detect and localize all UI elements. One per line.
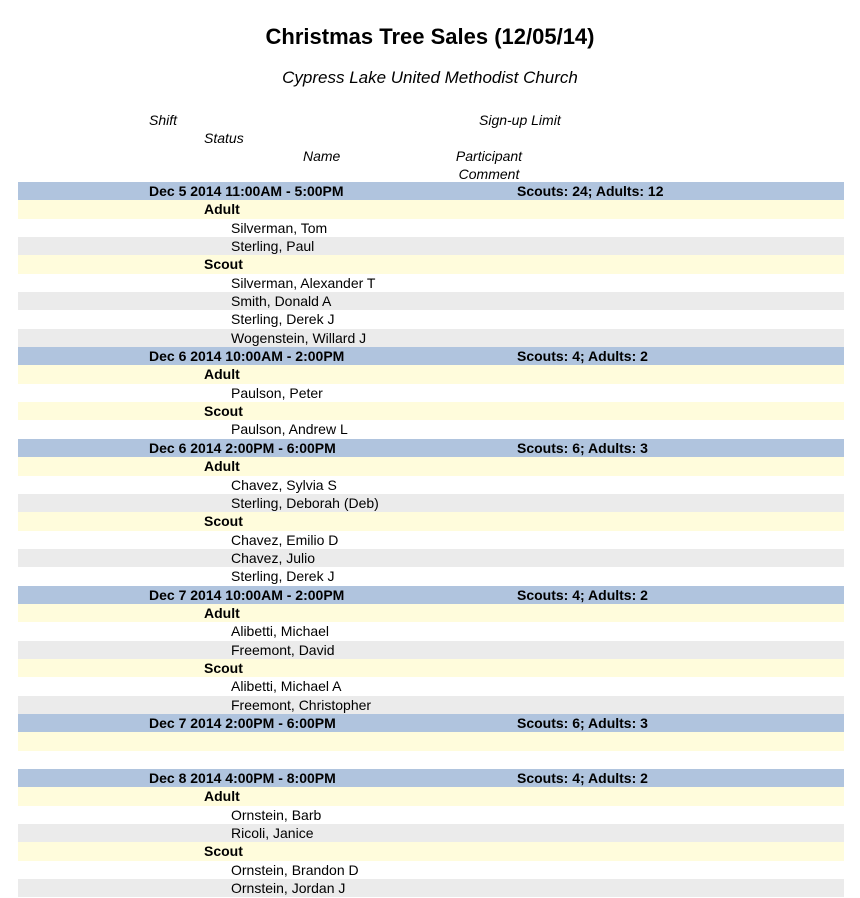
shift-label: Dec 7 2014 2:00PM - 6:00PM [149, 714, 336, 731]
shift-label: Dec 7 2014 10:00AM - 2:00PM [149, 586, 345, 603]
participant-row [18, 292, 844, 310]
header-participant-comment [440, 147, 538, 183]
participant-name: Freemont, David [231, 641, 335, 658]
shift-row [18, 714, 844, 732]
status-label: Scout [204, 843, 243, 860]
participant-name: Ornstein, Jordan J [231, 880, 346, 897]
shift-row [18, 769, 844, 787]
status-row [18, 604, 844, 622]
participant-name: Chavez, Sylvia S [231, 476, 337, 493]
status-row [18, 512, 844, 530]
status-label: Adult [204, 788, 240, 805]
status-label: Scout [204, 513, 243, 530]
participant-name: Silverman, Tom [231, 219, 328, 236]
status-label: Adult [204, 604, 240, 621]
participant-row [18, 531, 844, 549]
status-row [18, 842, 844, 860]
participant-name: Ornstein, Barb [231, 806, 322, 823]
status-label: Scout [204, 403, 243, 420]
participant-name: Wogenstein, Willard J [231, 329, 367, 346]
shift-label: Dec 8 2014 4:00PM - 8:00PM [149, 770, 336, 786]
report-subtitle: Cypress Lake United Methodist Church [282, 68, 578, 87]
participant-row [18, 420, 844, 438]
participant-row [18, 219, 844, 237]
participant-row [18, 696, 844, 714]
participant-row [18, 806, 844, 824]
shift-row [18, 586, 844, 604]
empty-spacer-row [18, 751, 844, 769]
participant-row [18, 567, 844, 585]
status-row [18, 787, 844, 805]
status-row [18, 659, 844, 677]
shift-limit: Scouts: 6; Adults: 3 [517, 714, 648, 731]
shift-label: Dec 5 2014 11:00AM - 5:00PM [149, 183, 344, 199]
empty-status-row [18, 732, 844, 750]
shift-limit: Scouts: 4; Adults: 2 [517, 586, 648, 603]
participant-name: Ricoli, Janice [231, 825, 314, 842]
status-row [18, 457, 844, 475]
header-status: Status [204, 130, 244, 146]
status-row [18, 255, 844, 273]
participant-name: Chavez, Emilio D [231, 531, 339, 548]
participant-name: Alibetti, Michael A [231, 678, 342, 695]
header-participant: Participant [455, 148, 523, 164]
participant-row [18, 237, 844, 255]
header-signup-limit: Sign-up Limit [479, 112, 561, 128]
status-label: Adult [204, 201, 240, 218]
participant-name: Sterling, Paul [231, 238, 315, 255]
shift-limit: Scouts: 6; Adults: 3 [517, 439, 648, 456]
participant-row [18, 329, 844, 347]
shift-limit: Scouts: 4; Adults: 2 [517, 348, 648, 365]
participant-name: Sterling, Deborah (Deb) [231, 494, 379, 511]
participant-row [18, 861, 844, 879]
participant-row [18, 677, 844, 695]
participant-name: Smith, Donald A [231, 293, 332, 310]
shift-table [18, 182, 844, 897]
status-label: Adult [204, 366, 240, 383]
status-row [18, 402, 844, 420]
participant-row [18, 879, 844, 897]
header-comment: Comment [458, 166, 520, 182]
shift-label: Dec 6 2014 2:00PM - 6:00PM [149, 439, 336, 456]
header-name: Name [303, 148, 341, 164]
participant-name: Sterling, Derek J [231, 568, 335, 585]
participant-row [18, 384, 844, 402]
status-row [18, 365, 844, 383]
participant-row [18, 641, 844, 659]
shift-row [18, 347, 844, 365]
participant-name: Freemont, Christopher [231, 696, 372, 713]
participant-row [18, 622, 844, 640]
participant-name: Silverman, Alexander T [231, 274, 376, 291]
shift-label: Dec 6 2014 10:00AM - 2:00PM [149, 348, 345, 365]
participant-name: Sterling, Derek J [231, 311, 335, 328]
participant-row [18, 476, 844, 494]
header-shift: Shift [149, 112, 178, 128]
shift-limit: Scouts: 24; Adults: 12 [517, 183, 664, 199]
shift-row [18, 182, 844, 200]
participant-name: Paulson, Andrew L [231, 421, 348, 438]
shift-limit: Scouts: 4; Adults: 2 [517, 770, 648, 786]
shift-row [18, 439, 844, 457]
participant-name: Ornstein, Brandon D [231, 861, 359, 878]
participant-row [18, 274, 844, 292]
participant-name: Paulson, Peter [231, 384, 323, 401]
status-label: Scout [204, 256, 243, 273]
participant-name: Chavez, Julio [231, 549, 316, 566]
participant-row [18, 494, 844, 512]
participant-name: Alibetti, Michael [231, 623, 330, 640]
status-label: Scout [204, 659, 243, 676]
participant-row [18, 310, 844, 328]
participant-row [18, 824, 844, 842]
status-row [18, 200, 844, 218]
report-title: Christmas Tree Sales (12/05/14) [265, 24, 595, 49]
status-label: Adult [204, 458, 240, 475]
participant-row [18, 549, 844, 567]
